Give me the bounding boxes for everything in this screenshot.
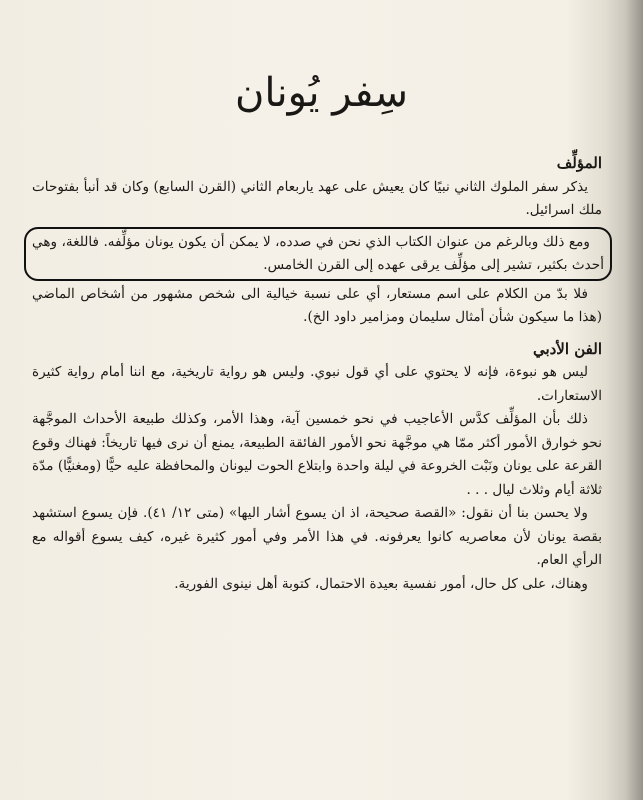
paragraph-genre-4: وهناك، على كل حال، أمور نفسية بعيدة الاحتمال، كتوبة أهل نينوى الفورية. xyxy=(174,575,588,592)
circled-passage xyxy=(24,227,612,281)
paragraph-author-1: يذكر سفر الملوك الثاني نبيًا كان يعيش على عهد ياربعام الثاني (القرن السابع) وكان قد أنبأ بفتوحات ملك اسرائيل. xyxy=(32,178,602,218)
paragraph-genre-3: ولا يحسن بنا أن نقول: «القصة صحيحة، اذ ان يسوع أشار اليها» (متى ١٢/ ٤١). فإن يسوع استشهد بقصة يونان لأن معاصريه كانوا يعرفونه. في هذا الأمر وفي أمور كثيرة غيره، كيف يسوع أقواله مع الرأي العام. xyxy=(32,505,602,568)
paragraph-genre-1: ليس هو نبوءة، فإنه لا يحتوي على أي قول نبوي. وليس هو رواية تاريخية، مع اننا أمام رواية كثيرة الاستعارات. xyxy=(32,364,602,404)
page-title: سِفر يُونان xyxy=(234,70,409,116)
section-heading-genre: الفن الأدبي xyxy=(532,339,602,358)
page-binding-shadow xyxy=(625,0,643,800)
paragraph-genre-2: ذلك بأن المؤلِّف كدَّس الأعاجيب في نحو خمسين آية، وهذا الأمر، وكذلك طبيعة الأحداث الموجَّهة نحو خوارق الأمور أكثر ممّا هي موجَّهة نحو الأمور الفائقة الطبيعة، يمنع أن نرى فيها تاريخاً: فهناك وقوع القرعة على يونان ونَبْت الخروعة في ليلة واحدة وابتلاع الحوت ليونان والمحافظة عليه حيًّا (ومغنيًّا) مدّة ثلاثة أيام وثلاث ليال . . . xyxy=(32,411,602,498)
paragraph-author-3: فلا بدّ من الكلام على اسم مستعار، أي على نسبة خيالية الى شخص مشهور من أشخاص الماضي (هذا ما سيكون شأن أمثال سليمان ومزامير داود الخ). xyxy=(32,285,602,325)
page-body xyxy=(32,152,602,596)
paragraph-author-2: ومع ذلك وبالرغم من عنوان الكتاب الذي نحن في صدده، لا يمكن أن يكون يونان مؤلِّفه. فاللغة، وهي أحدث بكثير، تشير إلى مؤلِّف يرقى عهده إلى القرن الخامس. xyxy=(32,233,604,273)
section-heading-author: المؤلِّف xyxy=(556,154,602,172)
